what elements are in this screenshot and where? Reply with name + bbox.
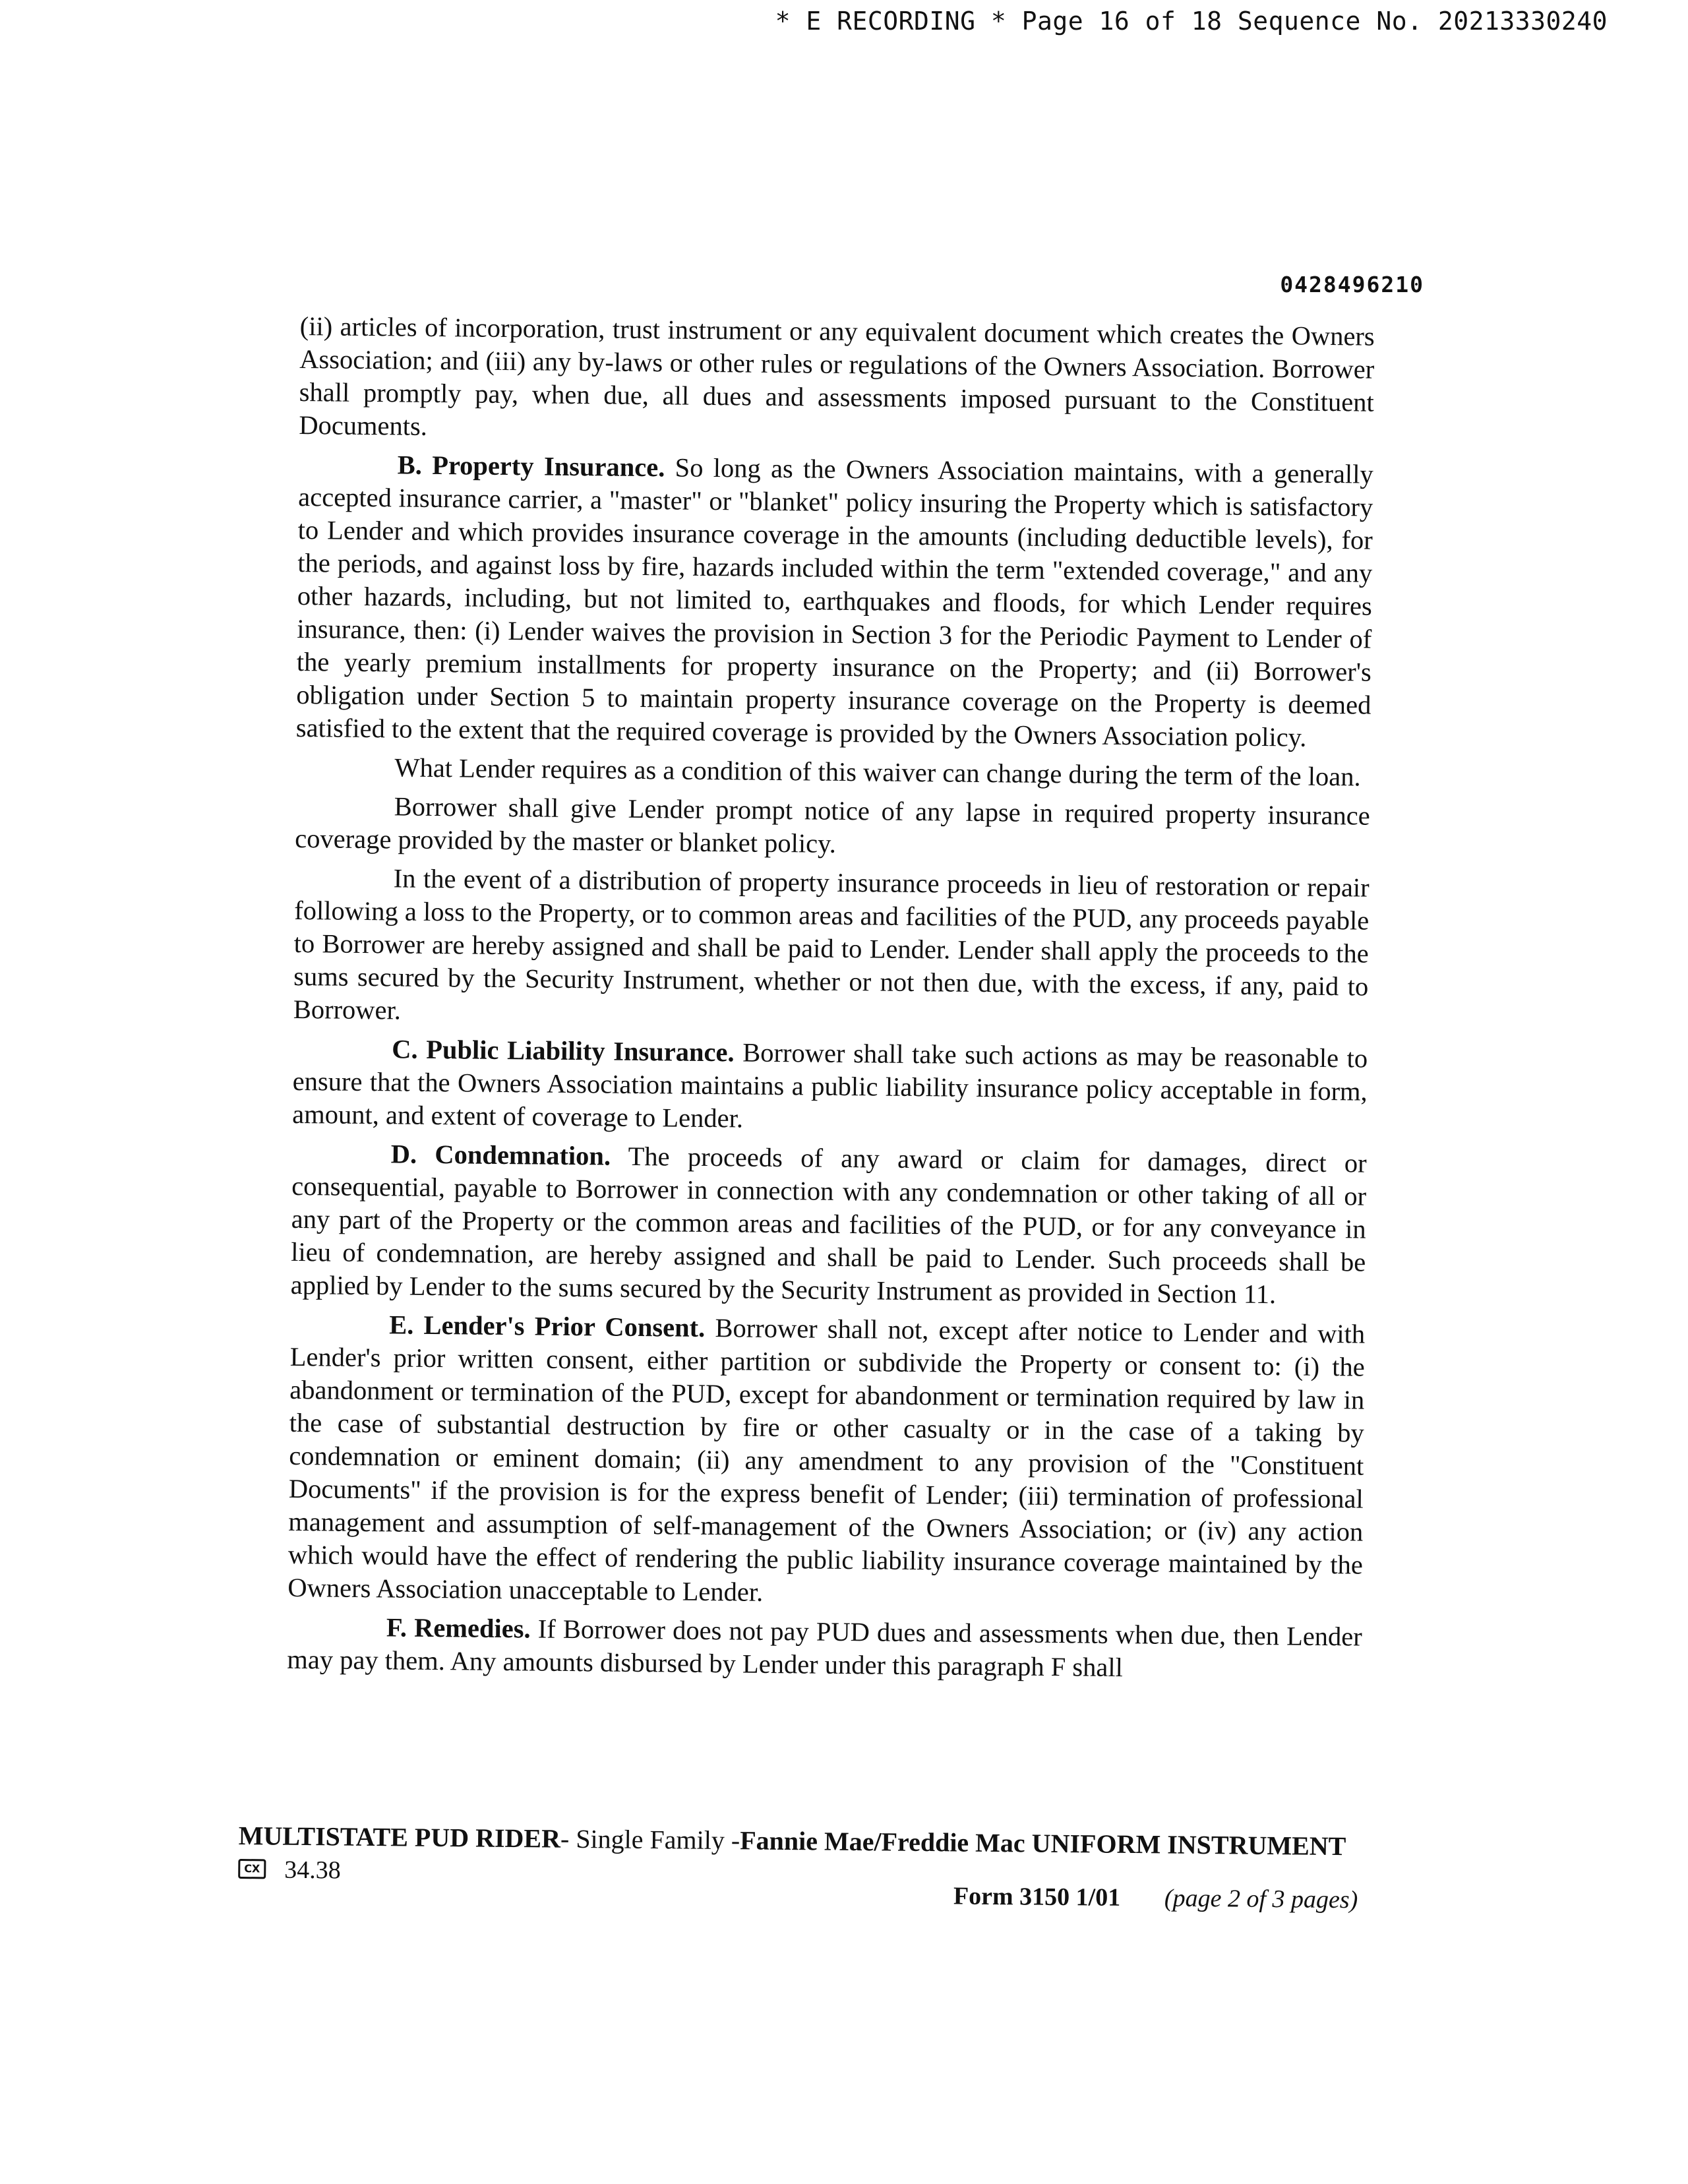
paragraph-lenders-prior-consent — [287, 1308, 1365, 1615]
paragraph-text: What Lender requires as a condition of this waiver can change during the term of the loan. — [394, 752, 1361, 792]
paragraph-text: (ii) articles of incorporation, trust instrument or any equivalent document which creates the Owners Association; and (iii) any by-laws or other rules or regulations of the Owners Association. Borrower shall promptly pay, when due, all dues and assessments imposed pursuant to the Constituent Documents. — [299, 311, 1375, 441]
paragraph-text: Borrower shall not, except after notice to Lender and with Lender's prior written consent, either partition or subdivide the Property or consent to: (i) the abandonment or termination of the PUD, except for abandonment or termination required by law in the case of substantial destruction by fire or other casualty or in the case of a taking by condemnation or eminent domain; (ii) any amendment to any provision of the "Constituent Documents" if the provision is for the express benefit of Lender; (iii) termination of professional management and assumption of self-management of the Owners Association; or (iv) any action which would have the effect of rendering the public liability insurance coverage maintained by the Owners Association unacceptable to Lender. — [287, 1313, 1366, 1607]
form-footer — [238, 1820, 1399, 1914]
paragraph-text: Borrower shall take such actions as may be reasonable to ensure that the Owners Association maintains a public liability insurance policy acceptable in form, amount, and extent of coverage to Lender. — [292, 1037, 1368, 1134]
paragraph-text: In the event of a distribution of property insurance proceeds in lieu of restoration or repair following a loss to the Property, or to common areas and facilities of the PUD, any proceeds payable to Borrower are hereby assigned and shall be paid to Lender. Lender shall apply the proceeds to the sums secured by the Security Instrument, whether or not then due, with the excess, if any, paid to Borrower. — [293, 863, 1370, 1025]
recording-header: * E RECORDING * Page 16 of 18 Sequence No. 20213330240 — [775, 7, 1608, 36]
form-title-instrument: Fannie Mae/Freddie Mac UNIFORM INSTRUMENT — [739, 1825, 1346, 1862]
form-id: Form 3150 1/01 — [953, 1882, 1121, 1912]
form-code: 34.38 — [284, 1856, 341, 1885]
section-heading: B. Property Insurance. — [397, 450, 665, 483]
paragraph-property-insurance — [296, 448, 1373, 755]
loan-number: 0428496210 — [1280, 272, 1424, 297]
paragraph-insurance-proceeds — [293, 861, 1370, 1037]
form-footer-details — [238, 1855, 1399, 1914]
section-heading: E. Lender's Prior Consent. — [389, 1310, 706, 1343]
paragraph-public-liability-insurance — [292, 1032, 1368, 1141]
paragraph-text: So long as the Owners Association maintains, with a generally accepted insurance carrier, a "master" or "blanket" policy insuring the Property which is satisfactory to Lender and which provides insurance coverage in the amounts (including deductible levels), for the periods, and against loss by fire, hazards included within the term "extended coverage," and any other hazards, including, but not limited to, earthquakes and floods, for which Lender requires insurance, then: (i) Lender waives the provision in Section 3 for the Periodic Payment to Lender of the yearly premium installments for property insurance on the Property; and (ii) Borrower's obligation under Section 5 to maintain property insurance coverage on the Property is deemed satisfied to the extent that the required coverage is provided by the Owners Association policy. — [295, 452, 1373, 752]
paragraph-text: If Borrower does not pay PUD dues and assessments when due, then Lender may pay them. Any amounts disbursed by Lender under this paragraph F shall — [287, 1614, 1362, 1683]
section-heading: C. Public Liability Insurance. — [392, 1034, 735, 1068]
rider-body — [287, 310, 1375, 1693]
form-title — [239, 1820, 1399, 1862]
form-title-rider: MULTISTATE PUD RIDER — [238, 1821, 561, 1854]
form-title-family: - Single Family - — [560, 1823, 740, 1856]
paragraph-constituent-documents — [299, 310, 1375, 452]
paragraph-waiver-condition — [295, 750, 1370, 794]
form-logo-icon: CX — [238, 1859, 266, 1879]
paragraph-text: Borrower shall give Lender prompt notice of any lapse in required property insurance coverage provided by the master or blanket policy. — [295, 791, 1370, 859]
paragraph-remedies — [287, 1610, 1362, 1687]
paragraph-condemnation — [291, 1137, 1367, 1312]
paragraph-lapse-notice — [295, 789, 1370, 866]
section-heading: F. Remedies. — [386, 1612, 531, 1644]
paragraph-text: The proceeds of any award or claim for damages, direct or consequential, payable to Borrower in connection with any condemnation or other taking of all or any part of the Property or the common areas and facilities of the PUD, or for any conveyance in lieu of condemnation, are hereby assigned and shall be paid to Lender. Such proceeds shall be applied by Lender to the sums secured by the Security Instrument as provided in Section 11. — [290, 1141, 1367, 1310]
page-count: (page 2 of 3 pages) — [1164, 1884, 1358, 1914]
section-heading: D. Condemnation. — [390, 1139, 611, 1171]
